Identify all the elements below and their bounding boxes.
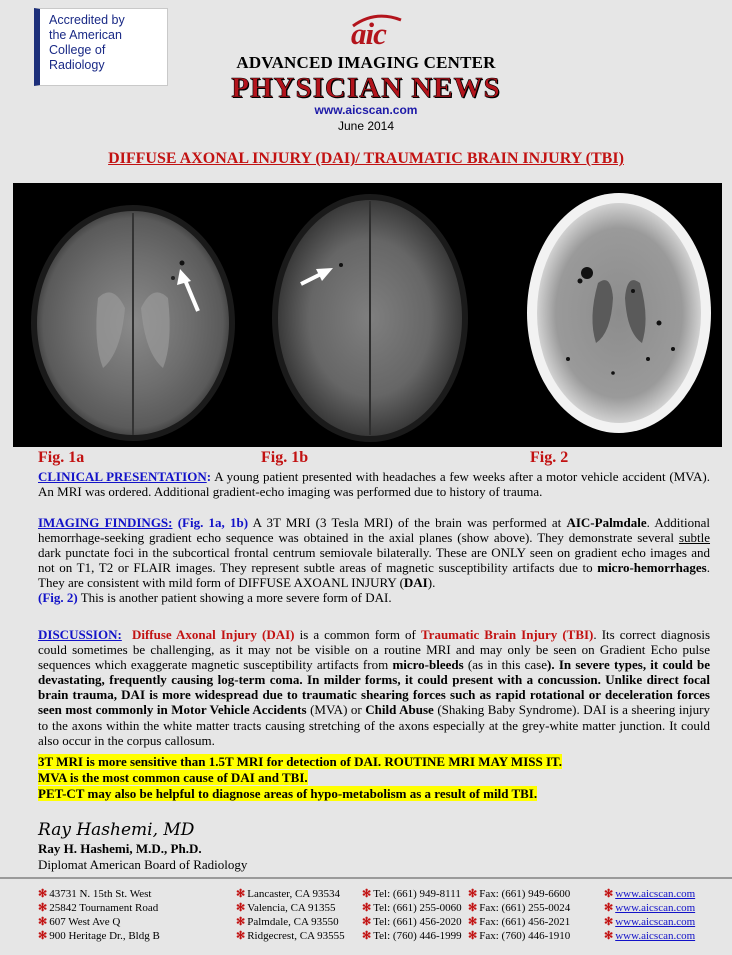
fax: Fax: (760) 446-1910 <box>479 930 571 942</box>
asterisk-icon: ✻ <box>236 930 246 942</box>
website-link[interactable]: www.aicscan.com <box>314 103 418 117</box>
fig-label: Fig. 1b <box>261 449 309 466</box>
website-link[interactable]: www.aicscan.com <box>615 916 696 928</box>
address: 900 Heritage Dr., Bldg B <box>49 930 160 942</box>
term-tbi: Traumatic Brain Injury (TBI) <box>420 627 594 642</box>
accreditation-line: the American <box>49 28 122 42</box>
accreditation-line: Radiology <box>49 58 105 72</box>
paragraph-text: is a common form of <box>299 627 416 642</box>
highlight-point: PET-CT may also be helpful to diagnose areas of hypo-metabolism as a result of mild TBI. <box>38 786 538 801</box>
figure-reference: (Fig. 2) <box>38 590 78 606</box>
signature-script: Ray Hashemi, MD <box>38 820 195 840</box>
aic-logo <box>345 16 405 51</box>
fax: Fax: (661) 456-2021 <box>479 916 571 928</box>
city: Valencia, CA 91355 <box>247 902 336 914</box>
term-dai: Diffuse Axonal Injury (DAI) <box>131 627 295 642</box>
fig-label: Fig. 2 <box>530 449 569 466</box>
mri-fig-1a <box>31 205 235 441</box>
asterisk-icon: ✻ <box>38 930 48 942</box>
paragraph-text: (as in this case <box>467 657 548 673</box>
asterisk-icon: ✻ <box>604 930 614 942</box>
accreditation-line: Accredited by <box>49 13 125 27</box>
asterisk-icon: ✻ <box>468 916 478 928</box>
highlight-point: MVA is the most common cause of DAI and TBI. <box>38 770 308 785</box>
paragraph-text: dark punctate foci in the subcortical frontal centrum semiovale bilaterally. These are ONLY seen on gradient echo images and not on T1, T2 or FLAIR images. They represent subtle areas of magnetic susceptibility artifacts due to <box>38 545 710 576</box>
mri-fig-2 <box>527 193 711 433</box>
org-name: ADVANCED IMAGING CENTER <box>236 53 496 72</box>
emphasis-text: Child Abuse <box>365 702 434 718</box>
accreditation-line: College of <box>49 43 106 57</box>
paragraph-text: A young patient presented with headaches a few weeks after a motor vehicle accident (MVA). An MRI was ordered. Additional gradient-echo imaging was performed due to history of trauma. <box>38 469 710 500</box>
paragraph-text: (MVA) or <box>310 702 362 718</box>
asterisk-icon: ✻ <box>362 930 372 942</box>
asterisk-icon: ✻ <box>362 902 372 914</box>
discussion-section <box>38 627 710 748</box>
paragraph-text: . They are consistent with mild form of DIFFUSE AXOANL INJURY ( <box>38 560 710 591</box>
city: Palmdale, CA 93550 <box>247 916 339 928</box>
asterisk-icon: ✻ <box>38 916 48 928</box>
emphasis-text: subtle <box>678 530 711 546</box>
highlight-point: 3T MRI is more sensitive than 1.5T MRI for detection of DAI. ROUTINE MRI MAY MISS IT. <box>38 754 562 769</box>
location-row <box>0 929 732 943</box>
asterisk-icon: ✻ <box>604 888 614 900</box>
address: 25842 Tournament Road <box>49 902 159 914</box>
phone: Tel: (661) 255-0060 <box>373 902 462 914</box>
mri-fig-1b <box>272 194 468 442</box>
figure-reference: (Fig. 1a, 1b) <box>177 515 249 530</box>
clinical-section: CLINICAL PRESENTATION: A young patient presented with headaches a few weeks after a motor vehicle accident (MVA). An MRI was ordered. Additional gradient-echo imaging was performed due to history of trauma. <box>38 469 710 500</box>
address: 607 West Ave Q <box>49 916 121 928</box>
issue-date: June 2014 <box>337 119 395 133</box>
fax: Fax: (661) 949-6600 <box>479 888 571 900</box>
asterisk-icon: ✻ <box>38 888 48 900</box>
logo-text: aic <box>351 16 386 51</box>
asterisk-icon: ✻ <box>362 916 372 928</box>
site-name: AIC-Palmdale <box>566 515 647 530</box>
footer-locations <box>0 877 732 955</box>
paragraph-text: A 3T MRI (3 Tesla MRI) of the brain was performed at <box>252 515 562 530</box>
website-link[interactable]: www.aicscan.com <box>615 888 696 900</box>
paragraph-text: This is another patient showing a more severe form of DAI. <box>80 590 392 606</box>
asterisk-icon: ✻ <box>604 902 614 914</box>
emphasis-text: Motor Vehicle Accidents <box>171 702 307 718</box>
imaging-section <box>38 515 710 606</box>
section-heading: IMAGING FINDINGS: <box>38 515 173 530</box>
phone: Tel: (760) 446-1999 <box>373 930 462 942</box>
asterisk-icon: ✻ <box>38 902 48 914</box>
asterisk-icon: ✻ <box>468 902 478 914</box>
key-points <box>38 754 710 802</box>
asterisk-icon: ✻ <box>236 902 246 914</box>
asterisk-icon: ✻ <box>468 930 478 942</box>
emphasis-text: micro-hemorrhages <box>597 560 707 576</box>
author-name: Ray H. Hashemi, M.D., Ph.D. <box>38 841 202 856</box>
paragraph-text: . Its correct diagnosis could sometimes be challenging, as it may not be visible on a routine MRI and may only be seen on Gradient Echo pulse sequences which exaggerate magnetic susceptibility artifacts from <box>38 627 711 673</box>
article-title: DIFFUSE AXONAL INJURY (DAI)/ TRAUMATIC BRAIN INJURY (TBI) <box>108 150 624 167</box>
location-row <box>0 887 732 901</box>
paragraph-text: (Shaking Baby Syndrome). DAI is a sheering injury to the axons within the white matter tracts causing stretching of the axons especially at the grey-white matter junction. It could also occur in the corpus callosum. <box>38 702 710 748</box>
emphasis-text: micro-bleeds <box>392 657 464 673</box>
fig-label: Fig. 1a <box>38 449 85 466</box>
phone: Tel: (661) 949-8111 <box>373 888 461 900</box>
fax: Fax: (661) 255-0024 <box>479 902 571 914</box>
location-row <box>0 901 732 915</box>
paragraph-text: . Additional hemorrhage-seeking gradient echo sequence was obtained in the axial planes (show above). They demonstrate several <box>38 515 710 546</box>
author-title: Diplomat American Board of Radiology <box>38 857 248 872</box>
paragraph-text: ). In severe types, it could be devastating, frequently causing log-term coma. In milder forms, it could present with a concussion. Unlike direct focal brain trauma, DAI is more widespread due to traumatic shearing forces such as rapid rotational or deceleration forces seen most commonly in <box>38 657 711 718</box>
section-heading: CLINICAL PRESENTATION <box>38 469 207 484</box>
newsletter-title: PHYSICIAN NEWS <box>231 72 501 104</box>
asterisk-icon: ✻ <box>362 888 372 900</box>
paragraph-text: ). <box>427 575 436 591</box>
asterisk-icon: ✻ <box>468 888 478 900</box>
asterisk-icon: ✻ <box>236 916 246 928</box>
asterisk-icon: ✻ <box>604 916 614 928</box>
asterisk-icon: ✻ <box>236 888 246 900</box>
website-link[interactable]: www.aicscan.com <box>615 930 696 942</box>
website-link[interactable]: www.aicscan.com <box>615 902 696 914</box>
mri-image-strip <box>13 183 722 447</box>
city: Lancaster, CA 93534 <box>247 888 340 900</box>
section-heading: DISCUSSION: <box>38 627 122 642</box>
address: 43731 N. 15th St. West <box>49 888 152 900</box>
location-row <box>0 915 732 929</box>
city: Ridgecrest, CA 93555 <box>247 930 345 942</box>
figure-labels <box>0 449 732 467</box>
emphasis-text: DAI <box>403 575 428 591</box>
phone: Tel: (661) 456-2020 <box>373 916 462 928</box>
